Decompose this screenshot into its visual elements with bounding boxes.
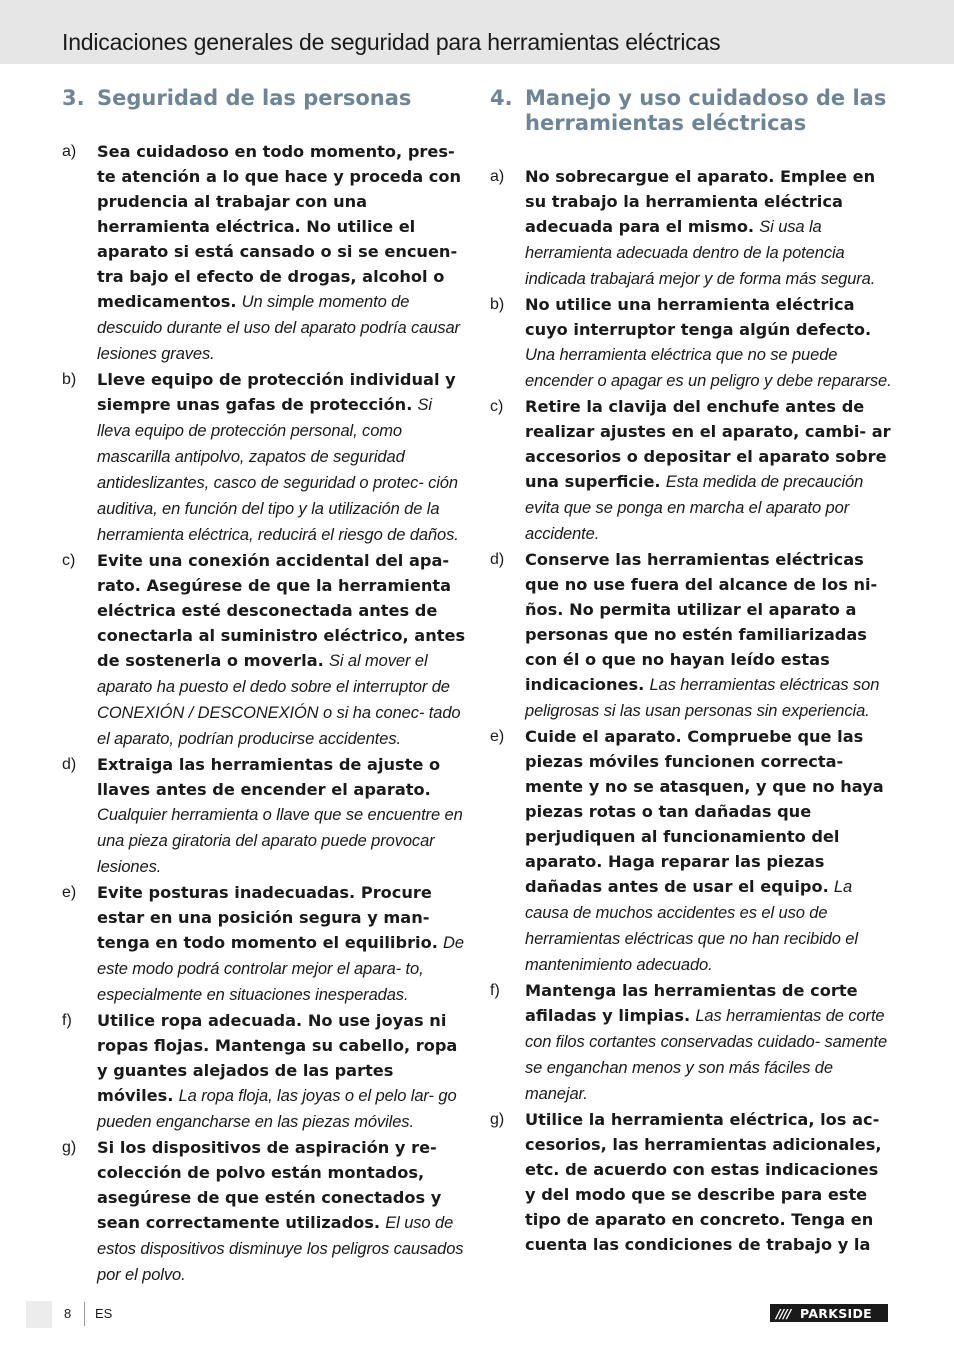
list-item — [62, 752, 466, 880]
item-text — [525, 394, 892, 547]
section-number: 4. — [490, 86, 513, 110]
item-label: d) — [490, 551, 505, 568]
item-label: e) — [62, 884, 77, 901]
item-list — [62, 139, 466, 1288]
item-list — [490, 164, 892, 1257]
item-text — [97, 548, 466, 752]
item-explanation: Cualquier herramienta o llave que se encuentre en una pieza giratoria del aparato puede provocar lesiones. — [97, 806, 463, 876]
item-explanation: Las herramientas de corte con filos cortantes conservadas cuidado- samente se enganchan menos y son más fáciles de manejar. — [525, 1007, 888, 1103]
item-explanation: Un simple momento de descuido durante el uso del aparato podría causar lesiones graves. — [97, 293, 460, 363]
item-explanation: Una herramienta eléctrica que no se puede encender o apagar es un peligro y debe repararse. — [525, 346, 892, 390]
list-item — [490, 1107, 892, 1257]
item-instruction: Utilice la herramienta eléctrica, los ac- cesorios, las herramientas adicionales, etc. de acuerdo con estas indicaciones y del modo que se describe para este tipo de aparato en concreto. Tenga en cuenta las condiciones de trabajo y la — [525, 1110, 882, 1254]
section-title: Manejo y uso cuidadoso de las herramientas eléctricas — [525, 86, 887, 135]
list-item — [490, 978, 892, 1107]
item-label: e) — [490, 728, 505, 745]
page-title: Indicaciones generales de seguridad para herramientas eléctricas — [62, 29, 721, 55]
item-explanation: De este modo podrá controlar mejor el apara- to, especialmente en situaciones inesperadas. — [97, 934, 464, 1004]
section-heading — [62, 86, 466, 111]
item-label: g) — [62, 1139, 77, 1156]
item-instruction: No utilice una herramienta eléctrica cuyo interruptor tenga algún defecto. — [525, 295, 872, 339]
language-code: ES — [95, 1306, 113, 1321]
item-instruction: Retire la clavija del enchufe antes de realizar ajustes en el aparato, cambi- ar accesorios o depositar el aparato sobre una superficie. — [525, 397, 891, 491]
item-label: g) — [490, 1111, 505, 1128]
item-label: a) — [490, 168, 505, 185]
item-instruction: Cuide el aparato. Compruebe que las piezas móviles funcionen correcta- mente y no se atasquen, y que no haya piezas rotas o tan dañadas que perjudiquen al funcionamiento del aparato. Haga reparar las piezas dañadas antes de usar el equipo. — [525, 727, 884, 896]
item-text — [97, 139, 466, 367]
logo-slashes: //// — [776, 1305, 791, 1321]
item-explanation: Si lleva equipo de protección personal, como mascarilla antipolvo, zapatos de seguridad antideslizantes, casco de seguridad o protec- ción auditiva, en función del tipo y la utilización de la herramienta eléctrica, reducirá el riesgo de daños. — [97, 396, 459, 544]
item-instruction: Sea cuidadoso en todo momento, pres- te atención a lo que hace y proceda con prudencia al trabajar con una herramienta eléctrica. No utilice el aparato si está cansado o si se encuen- tra bajo el efecto de drogas, alcohol o medicamentos. — [97, 142, 462, 311]
item-explanation: Esta medida de precaución evita que se ponga en marcha el aparato por accidente. — [525, 473, 864, 543]
item-text — [97, 752, 466, 880]
section-heading — [490, 86, 892, 136]
list-item — [62, 1008, 466, 1135]
item-text — [97, 367, 466, 548]
list-item — [62, 1135, 466, 1288]
item-instruction: Si los dispositivos de aspiración y re- colección de polvo están montados, asegúrese de que estén conectados y sean correctamente utilizados. — [97, 1138, 442, 1232]
list-item — [490, 547, 892, 724]
item-explanation: La ropa floja, las joyas o el pelo lar- go pueden engancharse en las piezas móviles. — [97, 1087, 457, 1131]
list-item — [62, 139, 466, 367]
item-text — [97, 1135, 466, 1288]
footer-marker — [26, 1301, 52, 1328]
item-text — [525, 978, 892, 1107]
brand-logo — [770, 1304, 888, 1322]
item-instruction: Lleve equipo de protección individual y siempre unas gafas de protección. — [97, 370, 456, 414]
item-label: c) — [490, 398, 504, 415]
item-label: a) — [62, 143, 77, 160]
item-text — [525, 164, 892, 292]
section-number: 3. — [62, 86, 85, 110]
item-text — [525, 292, 892, 394]
item-explanation: El uso de estos dispositivos disminuye los peligros causados por el polvo. — [97, 1214, 464, 1284]
item-instruction: Evite posturas inadecuadas. Procure estar en una posición segura y man- tenga en todo momento el equilibrio. — [97, 883, 438, 952]
list-item — [62, 880, 466, 1008]
item-label: b) — [490, 296, 505, 313]
list-item — [490, 292, 892, 394]
page-header — [0, 0, 954, 64]
list-item — [490, 164, 892, 292]
item-text — [525, 547, 892, 724]
left-column — [62, 86, 466, 1288]
item-instruction: Evite una conexión accidental del apa- rato. Asegúrese de que la herramienta eléctrica esté desconectada antes de conectarla al suministro eléctrico, antes de sostenerla o moverla. — [97, 551, 466, 670]
item-explanation: La causa de muchos accidentes es el uso de herramientas eléctricas que no han recibido el mantenimiento adecuado. — [525, 878, 858, 974]
item-label: b) — [62, 371, 77, 388]
footer-divider — [84, 1302, 85, 1326]
item-instruction: Conserve las herramientas eléctricas que no use fuera del alcance de los ni- ños. No permita utilizar el aparato a personas que no estén familiarizadas con él o que no hayan leído estas indicaciones. — [525, 550, 878, 694]
list-item — [490, 724, 892, 978]
list-item — [490, 394, 892, 547]
item-label: f) — [490, 982, 500, 999]
section-title: Seguridad de las personas — [97, 86, 412, 110]
item-explanation: Si usa la herramienta adecuada dentro de la potencia indicada trabajará mejor y de forma más segura. — [525, 218, 876, 288]
item-text — [97, 880, 466, 1008]
item-text — [525, 1107, 892, 1257]
item-instruction: No sobrecargue el aparato. Emplee en su trabajo la herramienta eléctrica adecuada para el mismo. — [525, 167, 876, 236]
list-item — [62, 548, 466, 752]
right-column — [490, 86, 892, 1257]
item-text — [97, 1008, 466, 1135]
item-instruction: Mantenga las herramientas de corte afiladas y limpias. — [525, 981, 858, 1025]
page-number: 8 — [64, 1306, 72, 1321]
item-label: c) — [62, 552, 76, 569]
item-label: d) — [62, 756, 77, 773]
item-label: f) — [62, 1012, 72, 1029]
item-instruction: Utilice ropa adecuada. No use joyas ni ropas flojas. Mantenga su cabello, ropa y guantes alejados de las partes móviles. — [97, 1011, 458, 1105]
logo-text: PARKSIDE — [800, 1305, 872, 1321]
item-explanation: Si al mover el aparato ha puesto el dedo sobre el interruptor de CONEXIÓN / DESCONEXIÓN o si ha conec- tado el aparato, podrían producirse accidentes. — [97, 652, 461, 748]
item-explanation: Las herramientas eléctricas son peligrosas si las usan personas sin experiencia. — [525, 676, 880, 720]
item-text — [525, 724, 892, 978]
item-instruction: Extraiga las herramientas de ajuste o llaves antes de encender el aparato. — [97, 755, 441, 799]
list-item — [62, 367, 466, 548]
